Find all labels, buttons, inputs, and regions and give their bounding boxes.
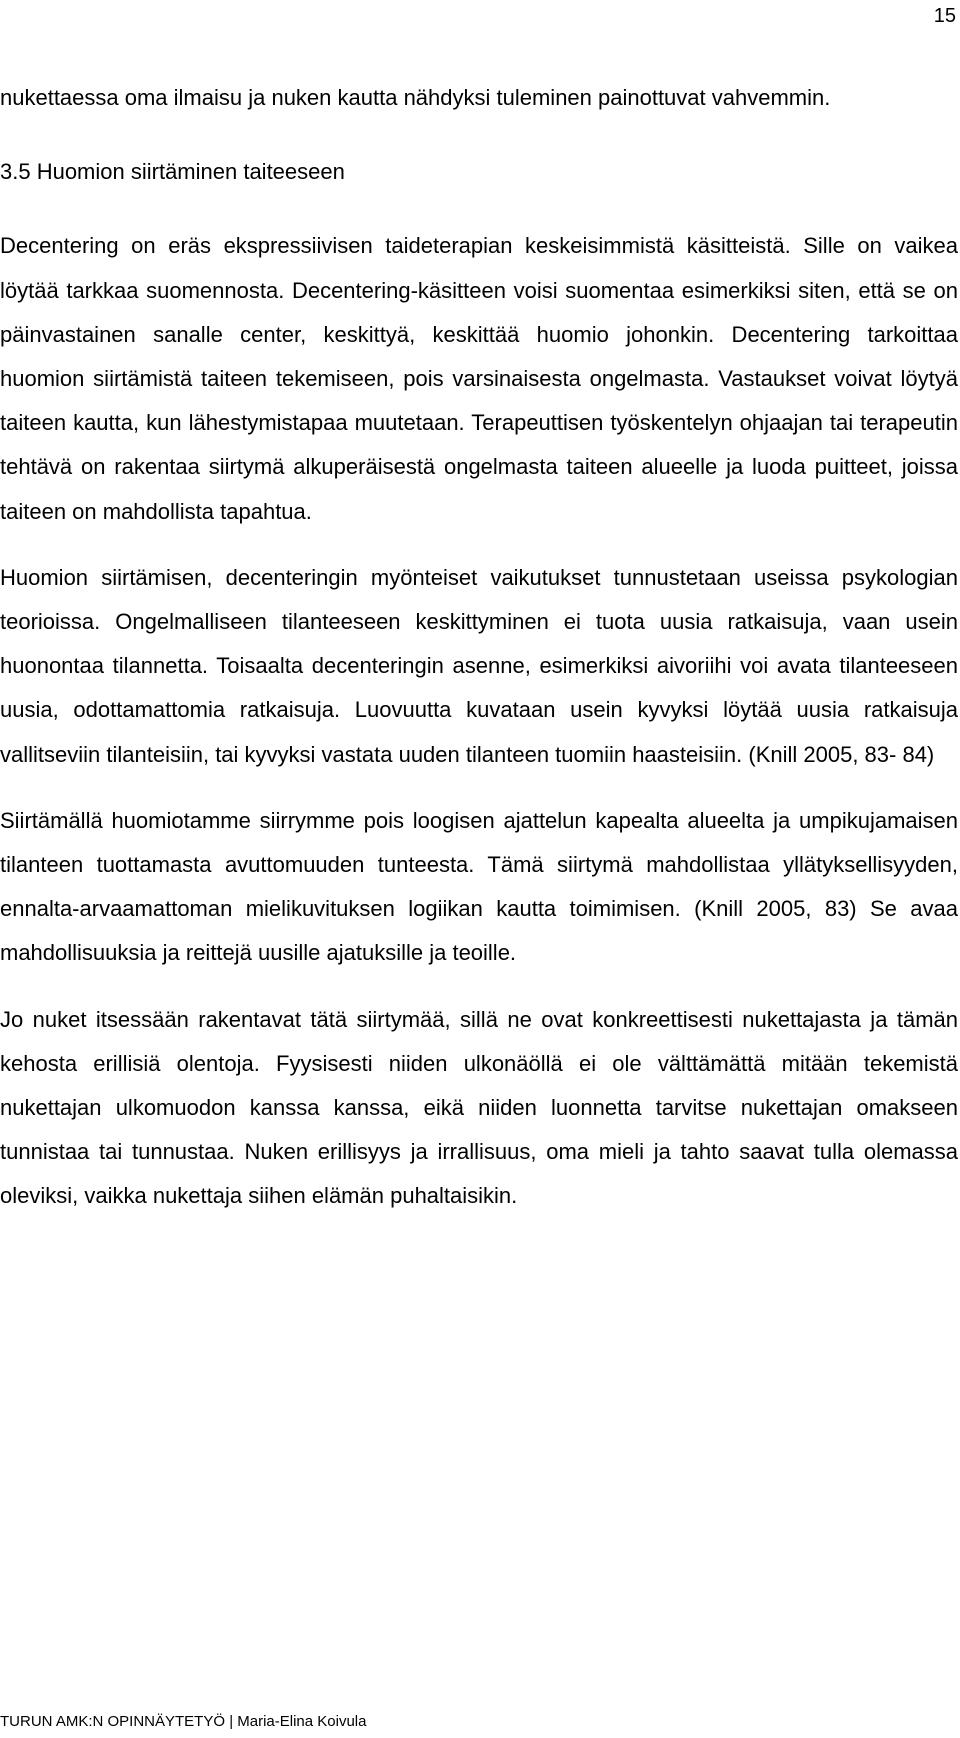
paragraph-moving-attention: Siirtämällä huomiotamme siirrymme pois loogisen ajattelun kapealta alueelta ja umpikujamaisen tilanteen tuottamasta avuttomuuden tunteesta. Tämä siirtymä mahdollistaa yllätyksellisyyden, ennalta-arvaamattoman mielikuvituksen logiikan kautta toimimisen. (Knill 2005, 83) Se avaa mahdollisuuksia ja reittejä uusille ajatuksille ja teoille.: [0, 807, 958, 966]
paragraph-decentering: Decentering on eräs ekspressiivisen taideterapian keskeisimmistä käsitteistä. Sille on vaikea löytää tarkkaa suomennosta. Decentering-käsitteen voisi suomentaa esimerkiksi siten, että se on päinvastainen sanalle center, keskittyä, keskittää huomio johonkin. Decentering tarkoittaa huomion siirtämistä taiteen tekemiseen, pois varsinaisesta ongelmasta. Vastaukset voivat löytyä taiteen kautta, kun lähestymistapaa muutetaan. Terapeuttisen työskentelyn ohjaajan tai terapeutin tehtävä on rakentaa siirtymä alkuperäisestä ongelmasta taiteen alueelle ja luoda puitteet, joissa taiteen on mahdollista tapahtua.: [0, 233, 958, 524]
paragraph-puppets: Jo nuket itsessään rakentavat tätä siirtymää, sillä ne ovat konkreettisesti nukettajasta ja tämän kehosta erillisiä olentoja. Fyysisesti niiden ulkonäöllä ei ole välttämättä mitään tekemistä nukettajan ulkomuodon kanssa kanssa, eikä niiden luonnetta tarvitse nukettajan omakseen tunnistaa tai tunnustaa. Nuken erillisyys ja irrallisuus, oma mieli ja tahto saavat tulla olemassa oleviksi, vaikka nukettaja siihen elämän puhaltaisikin.: [0, 1006, 958, 1209]
section-heading: 3.5 Huomion siirtäminen taiteeseen: [0, 159, 345, 185]
paragraph-attention-shift: Huomion siirtämisen, decenteringin myönteiset vaikutukset tunnustetaan useissa psykologian teorioissa. Ongelmalliseen tilanteeseen keskittyminen ei tuota uusia ratkaisuja, vaan usein huonontaa tilannetta. Toisaalta decenteringin asenne, esimerkiksi aivoriihi voi avata tilanteeseen uusia, odottamattomia ratkaisuja. Luovuutta kuvataan usein kyvyksi löytää uusia ratkaisuja vallitseviin tilanteisiin, tai kyvyksi vastata uuden tilanteen tuomiin haasteisiin. (Knill 2005, 83- 84): [0, 564, 958, 767]
page-number: 15: [933, 5, 956, 27]
page-footer: TURUN AMK:N OPINNÄYTETYÖ | Maria-Elina Koivula: [0, 1713, 367, 1730]
document-body: [0, 76, 958, 1219]
opening-paragraph: nukettaessa oma ilmaisu ja nuken kautta nähdyksi tuleminen painottuvat vahvemmin.: [0, 85, 831, 110]
